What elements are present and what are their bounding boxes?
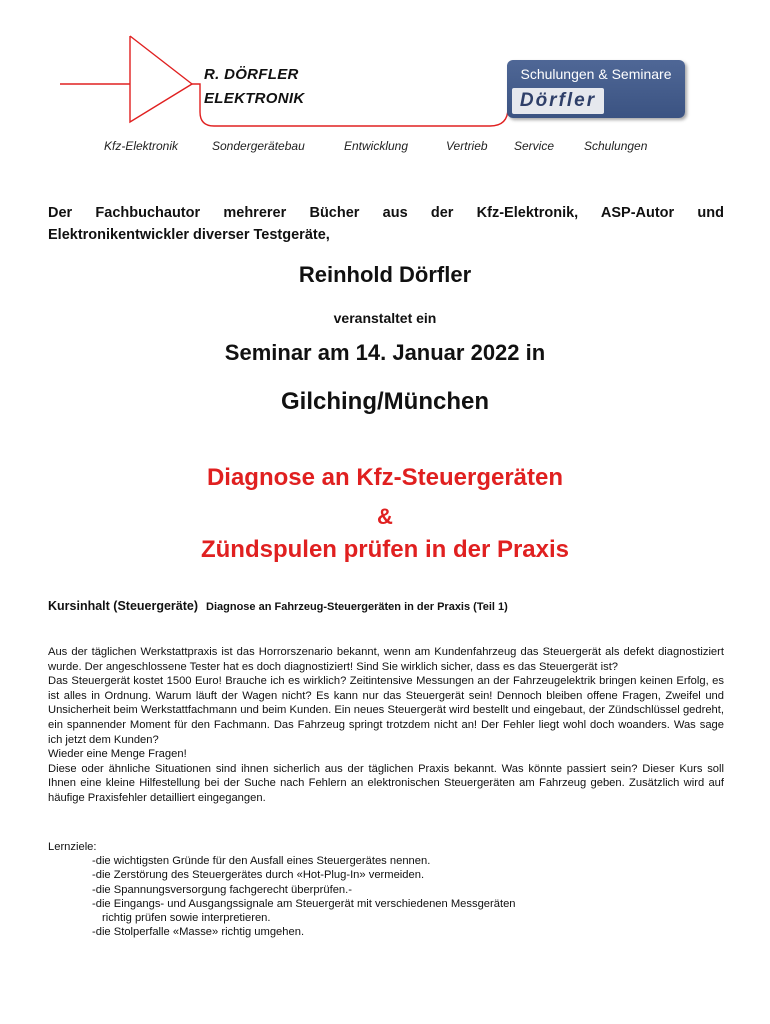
goal-item [92,897,724,925]
company-name-line-1: R. DÖRFLER [204,66,299,83]
seminar-title-line-2: Zündspulen prüfen in der Praxis [200,536,570,563]
goal-item-text: -die Eingangs- und Ausgangssignale am Steuergerät mit verschiedenen Messgeräten [92,897,516,910]
company-name-line-2: ELEKTRONIK [204,90,305,107]
intro-line-2: Elektronikentwickler diverser Testgeräte, [48,227,330,243]
seminars-badge [507,60,685,118]
seminar-title-ampersand: & [377,504,393,529]
paragraph-3: Wieder eine Menge Fragen! [48,748,187,761]
service-entwicklung: Entwicklung [344,139,409,153]
course-subtitle: Diagnose an Fahrzeug-Steuergeräten in der Praxis (Teil 1) [206,601,508,613]
intro-line-1: Der Fachbuchautor mehrerer Bücher aus der Kfz-Elektronik, ASP-Autor und [48,205,724,221]
letterhead [60,30,690,165]
course-label: Kursinhalt (Steuergeräte) [48,599,199,613]
paragraph-2: Das Steuergerät kostet 1500 Euro! Brauche ich es wirklich? Zeitintensive Messungen an der Fahrzeugelektrik bringen keinen Erfolg, es ist alles in Ordnung. Warum läuft der Wagen nicht? Es kann nur das Steuergerät sein! Dennoch bleiben offene Fragen, Zweifel und Unsicherheit beim Werkstattfachmann und beim Kunden. Ein neues Steuergerät wird bestellt und eingebaut, der Zündschlüssel gedreht, ein spannender Moment für den Fachmann. Das Fahrzeug springt trotzdem nicht an! Der Fehler liegt wohl doch woanders. Was sage ich jetzt dem Kunden? [48,675,724,746]
hosts-text: veranstaltet ein [333,310,437,326]
learning-goals [48,840,724,939]
service-sondergeraetebau: Sondergerätebau [212,139,305,153]
seminar-date: Seminar am 14. Januar 2022 in [224,340,546,365]
service-service: Service [514,139,555,153]
author-name: Reinhold Dörfler [298,262,472,287]
badge-name: Dörfler [519,90,597,111]
goal-item: -die wichtigsten Gründe für den Ausfall eines Steuergerätes nennen. [92,855,431,868]
seminar-location: Gilching/München [281,388,489,415]
seminar-title-line-1: Diagnose an Kfz-Steuergeräten [206,464,564,491]
paragraph-4: Diese oder ähnliche Situationen sind ihnen sicherlich aus der täglichen Praxis bekannt. Was könnte passiert sein? Dieser Kurs soll Ihnen eine kleine Hilfestellung bei der Suche nach Fehlern an elektronischen Steuergeräten am Fahrzeug geben. Zusätzlich wird auf häufige Praxisfehler detailliert eingegangen. [48,762,724,804]
service-vertrieb: Vertrieb [446,139,488,153]
paragraph-1: Aus der täglichen Werkstattpraxis ist das Horrorszenario bekannt, wenn am Kundenfahrzeug das Steuergerät als defekt diagnostiziert wurde. Der angeschlossene Tester hat es doch diagnostiziert! Sind Sie wirklich sicher, dass es das Steuergerät ist? [48,646,724,673]
goal-item: -die Stolperfalle «Masse» richtig umgehen. [92,926,305,939]
course-description [48,645,724,806]
goal-item: -die Zerstörung des Steuergerätes durch «Hot-Plug-In» vermeiden. [92,869,425,882]
service-kfz-elektronik: Kfz-Elektronik [104,139,179,153]
badge-title: Schulungen & Seminare [520,66,672,82]
goal-item: -die Spannungsversorgung fachgerecht überprüfen.- [92,883,352,896]
course-heading [48,599,508,613]
goals-heading: Lernziele: [48,841,97,853]
services-row [104,139,704,157]
amplifier-logo-icon [60,30,510,140]
service-schulungen: Schulungen [584,139,648,153]
goals-list [48,854,724,939]
badge-name-box [512,88,604,114]
goal-item-continuation: richtig prüfen sowie interpretieren. [102,912,271,925]
